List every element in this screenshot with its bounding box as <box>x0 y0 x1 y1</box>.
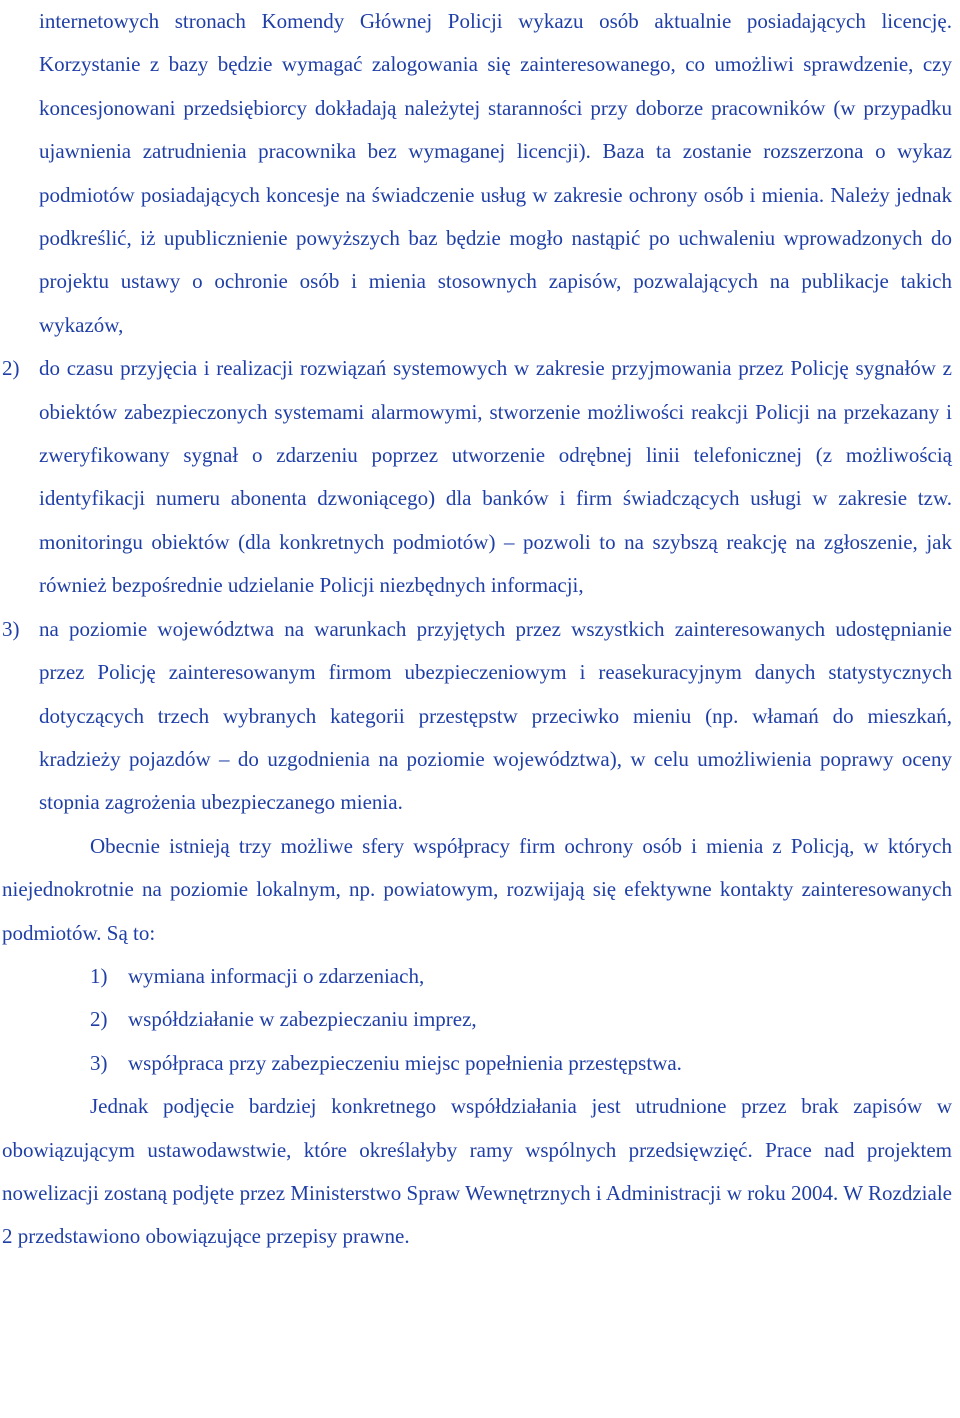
document-page <box>2 0 952 1259</box>
list-item-text: na poziomie województwa na warunkach przyjętych przez wszystkich zainteresowanych udostępnianie przez Policję zainteresowanym firmom ubezpieczeniowym i reasekuracyjnym danych statystycznych dotyczących trzech wybranych kategorii przestępstw przeciwko mieniu (np. włamań do mieszkań, kradzieży pojazdów – do uzgodnienia na poziomie województwa), w celu umożliwienia poprawy oceny stopnia zagrożenia ubezpieczanego mienia. <box>39 616 952 815</box>
sphere-text: współpraca przy zabezpieczeniu miejsc popełnienia przestępstwa. <box>128 1050 682 1075</box>
closing-paragraph: Jednak podjęcie bardziej konkretnego współdziałania jest utrudnione przez brak zapisów w obowiązującym ustawodawstwie, które określałyby ramy wspólnych przedsięwzięć. Prace nad projektem nowelizacji zostaną podjęte przez Ministerstwo Spraw Wewnętrznych i Administracji w roku 2004. W Rozdziale 2 przedstawiono obowiązujące przepisy prawne. <box>2 1094 952 1249</box>
list-item-number: 3) <box>2 616 20 641</box>
list-item-number: 2) <box>2 356 20 381</box>
sphere-item-3 <box>2 1042 952 1085</box>
list-item-3 <box>2 608 952 825</box>
sphere-number: 2) <box>90 1007 108 1032</box>
sphere-number: 3) <box>90 1050 108 1075</box>
spheres-intro-paragraph: Obecnie istnieją trzy możliwe sfery współpracy firm ochrony osób i mienia z Policją, w których niejednokrotnie na poziomie lokalnym, np. powiatowym, rozwijają się efektywne kontakty zainteresowanych podmiotów. Są to: <box>2 833 952 945</box>
sphere-text: współdziałanie w zabezpieczaniu imprez, <box>128 1007 477 1032</box>
list-item-text: do czasu przyjęcia i realizacji rozwiązań systemowych w zakresie przyjmowania przez Policję sygnałów z obiektów zabezpieczonych systemami alarmowymi, stworzenie możliwości reakcji Policji na przekazany i zweryfikowany sygnał o zdarzeniu poprzez utworzenie odrębnej linii telefonicznej (z możliwością identyfikacji numeru abonenta dzwoniącego) dla banków i firm świadczących usługi w zakresie tzw. monitoringu obiektów (dla konkretnych podmiotów) – pozwoli to na szybszą reakcję na zgłoszenie, jak również bezpośrednie udzielanie Policji niezbędnych informacji, <box>39 356 952 598</box>
list-item-2 <box>2 347 952 607</box>
continuation-paragraph: internetowych stronach Komendy Głównej Policji wykazu osób aktualnie posiadających licencję. Korzystanie z bazy będzie wymagać zalogowania się zainteresowanego, co umożliwi sprawdzenie, czy koncesjonowani przedsiębiorcy dokładają należytej staranności przy doborze pracowników (w przypadku ujawnienia zatrudnienia pracownika bez wymaganej licencji). Baza ta zostanie rozszerzona o wykaz podmiotów posiadających koncesje na świadczenie usług w zakresie ochrony osób i mienia. Należy jednak podkreślić, iż upublicznienie powyższych baz będzie mogło nastąpić po uchwaleniu wprowadzonych do projektu ustawy o ochronie osób i mienia stosownych zapisów, pozwalających na publikacje takich wykazów, <box>39 9 952 337</box>
sphere-number: 1) <box>90 963 108 988</box>
sphere-item-2 <box>2 998 952 1041</box>
sphere-text: wymiana informacji o zdarzeniach, <box>128 963 425 988</box>
sphere-item-1 <box>2 955 952 998</box>
